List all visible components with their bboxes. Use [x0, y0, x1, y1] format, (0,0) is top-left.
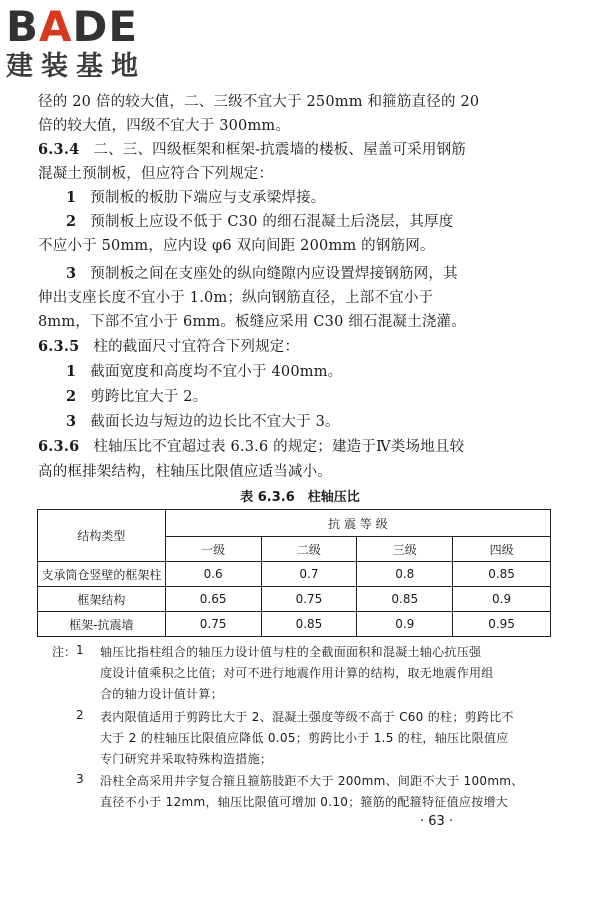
item-number: 2: [66, 388, 77, 405]
axial-compression-table: [37, 509, 551, 637]
cell-value: 0.85: [261, 612, 357, 637]
row-label: 支承筒仓竖壁的框架柱: [38, 562, 166, 587]
item-text: 剪跨比宜大于 2。: [90, 389, 208, 405]
item-number: 3: [66, 265, 77, 282]
clause-6-3-4: [38, 138, 466, 159]
item-text: 预制板的板肋下端应与支承梁焊接。: [90, 190, 326, 206]
note-line: 表内限值适用于剪跨比大于 2、混凝土强度等级不高于 C60 的柱；剪跨比不: [100, 710, 514, 724]
clause-text: 柱轴压比不宜超过表 6.3.6 的规定；建造于Ⅳ类场地且较: [93, 439, 465, 455]
cell-value: 0.75: [261, 587, 357, 612]
body-line: 高的框排架结构，柱轴压比限值应适当减小。: [38, 464, 332, 480]
note-line: 直径不小于 12mm，轴压比限值可增加 0.10；箍筋的配箍特征值应按增大: [100, 795, 509, 809]
cell-value: 0.85: [357, 587, 453, 612]
list-item: [66, 360, 342, 381]
note-line: 专门研究并采取特殊构造措施；: [100, 752, 273, 766]
row-label: 框架结构: [38, 587, 166, 612]
cell-value: 0.75: [165, 612, 261, 637]
cell-value: 0.9: [453, 587, 551, 612]
logo-wordmark: BADE: [6, 2, 139, 51]
item-number: 3: [66, 413, 77, 430]
clause-text: 柱的截面尺寸宜符合下列规定：: [93, 339, 300, 355]
cell-value: 0.65: [165, 587, 261, 612]
cell-value: 0.7: [261, 562, 357, 587]
item-number: 1: [66, 363, 77, 380]
list-item: [66, 385, 207, 406]
header-grade: 三级: [357, 537, 453, 562]
notes-label: 注：: [52, 645, 77, 659]
body-line: 混凝土预制板，但应符合下列规定：: [38, 166, 274, 182]
item-text: 预制板上应设不低于 C30 的细石混凝土后浇层，其厚度: [90, 214, 454, 230]
list-item: [66, 262, 458, 283]
page-number: · 63 ·: [420, 814, 454, 829]
note-line: 度设计值乘积之比值；对可不进行地震作用计算的结构，取无地震作用组: [100, 666, 494, 680]
clause-number: 6.3.6: [38, 438, 80, 455]
clause-number: 6.3.4: [38, 141, 80, 158]
body-line: 倍的较大值，四级不宜大于 300mm。: [38, 118, 291, 134]
header-structure-type: 结构类型: [38, 510, 166, 562]
body-line: 8mm，下部不宜小于 6mm。板缝应采用 C30 细石混凝土浇灌。: [38, 314, 466, 330]
note-line: 大于 2 的柱轴压比限值应降低 0.05；剪跨比小于 1.5 的柱，轴压比限值应: [100, 731, 509, 745]
item-text: 截面长边与短边的边长比不宜大于 3。: [90, 414, 340, 430]
list-item: [66, 210, 453, 231]
header-grade: 一级: [165, 537, 261, 562]
note-number: 2: [76, 708, 84, 722]
body-line: 伸出支座长度不宜小于 1.0m；纵向钢筋直径，上部不宜小于: [38, 290, 434, 306]
cell-value: 0.95: [453, 612, 551, 637]
table-row: [38, 587, 551, 612]
list-item: [66, 186, 326, 207]
row-label: 框架-抗震墙: [38, 612, 166, 637]
bade-logo: [6, 4, 176, 90]
note-number: 1: [76, 643, 84, 657]
clause-6-3-5: [38, 335, 299, 356]
clause-text: 二、三、四级框架和框架-抗震墙的楼板、屋盖可采用钢筋: [93, 142, 466, 158]
cell-value: 0.9: [357, 612, 453, 637]
note-line: 轴压比指柱组合的轴压力设计值与柱的全截面面积和混凝土轴心抗压强: [100, 645, 482, 659]
clause-number: 6.3.5: [38, 338, 80, 355]
clause-6-3-6: [38, 435, 464, 456]
item-number: 1: [66, 189, 77, 206]
cell-value: 0.85: [453, 562, 551, 587]
note-line: 沿柱全高采用井字复合箍且箍筋肢距不大于 200mm、间距不大于 100mm、: [100, 774, 524, 788]
header-seismic-grade: 抗 震 等 级: [165, 510, 550, 537]
item-text: 预制板之间在支座处的纵向缝隙内应设置焊接钢筋网，其: [90, 266, 458, 282]
cell-value: 0.6: [165, 562, 261, 587]
table-title: 表 6.3.6 柱轴压比: [240, 490, 360, 505]
table-row: [38, 562, 551, 587]
item-number: 2: [66, 213, 77, 230]
cell-value: 0.8: [357, 562, 453, 587]
item-text: 截面宽度和高度均不宜小于 400mm。: [90, 364, 343, 380]
header-grade: 二级: [261, 537, 357, 562]
header-grade: 四级: [453, 537, 551, 562]
body-line: 不应小于 50mm，应内设 φ6 双向间距 200mm 的钢筋网。: [38, 238, 435, 254]
logo-subtitle: 建装基地: [6, 51, 146, 82]
note-line: 合的轴力设计值计算；: [100, 687, 224, 701]
table-row: [38, 612, 551, 637]
note-number: 3: [76, 772, 84, 786]
list-item: [66, 410, 340, 431]
body-line: 径的 20 倍的较大值，二、三级不宜大于 250mm 和箍筋直径的 20: [38, 94, 480, 110]
